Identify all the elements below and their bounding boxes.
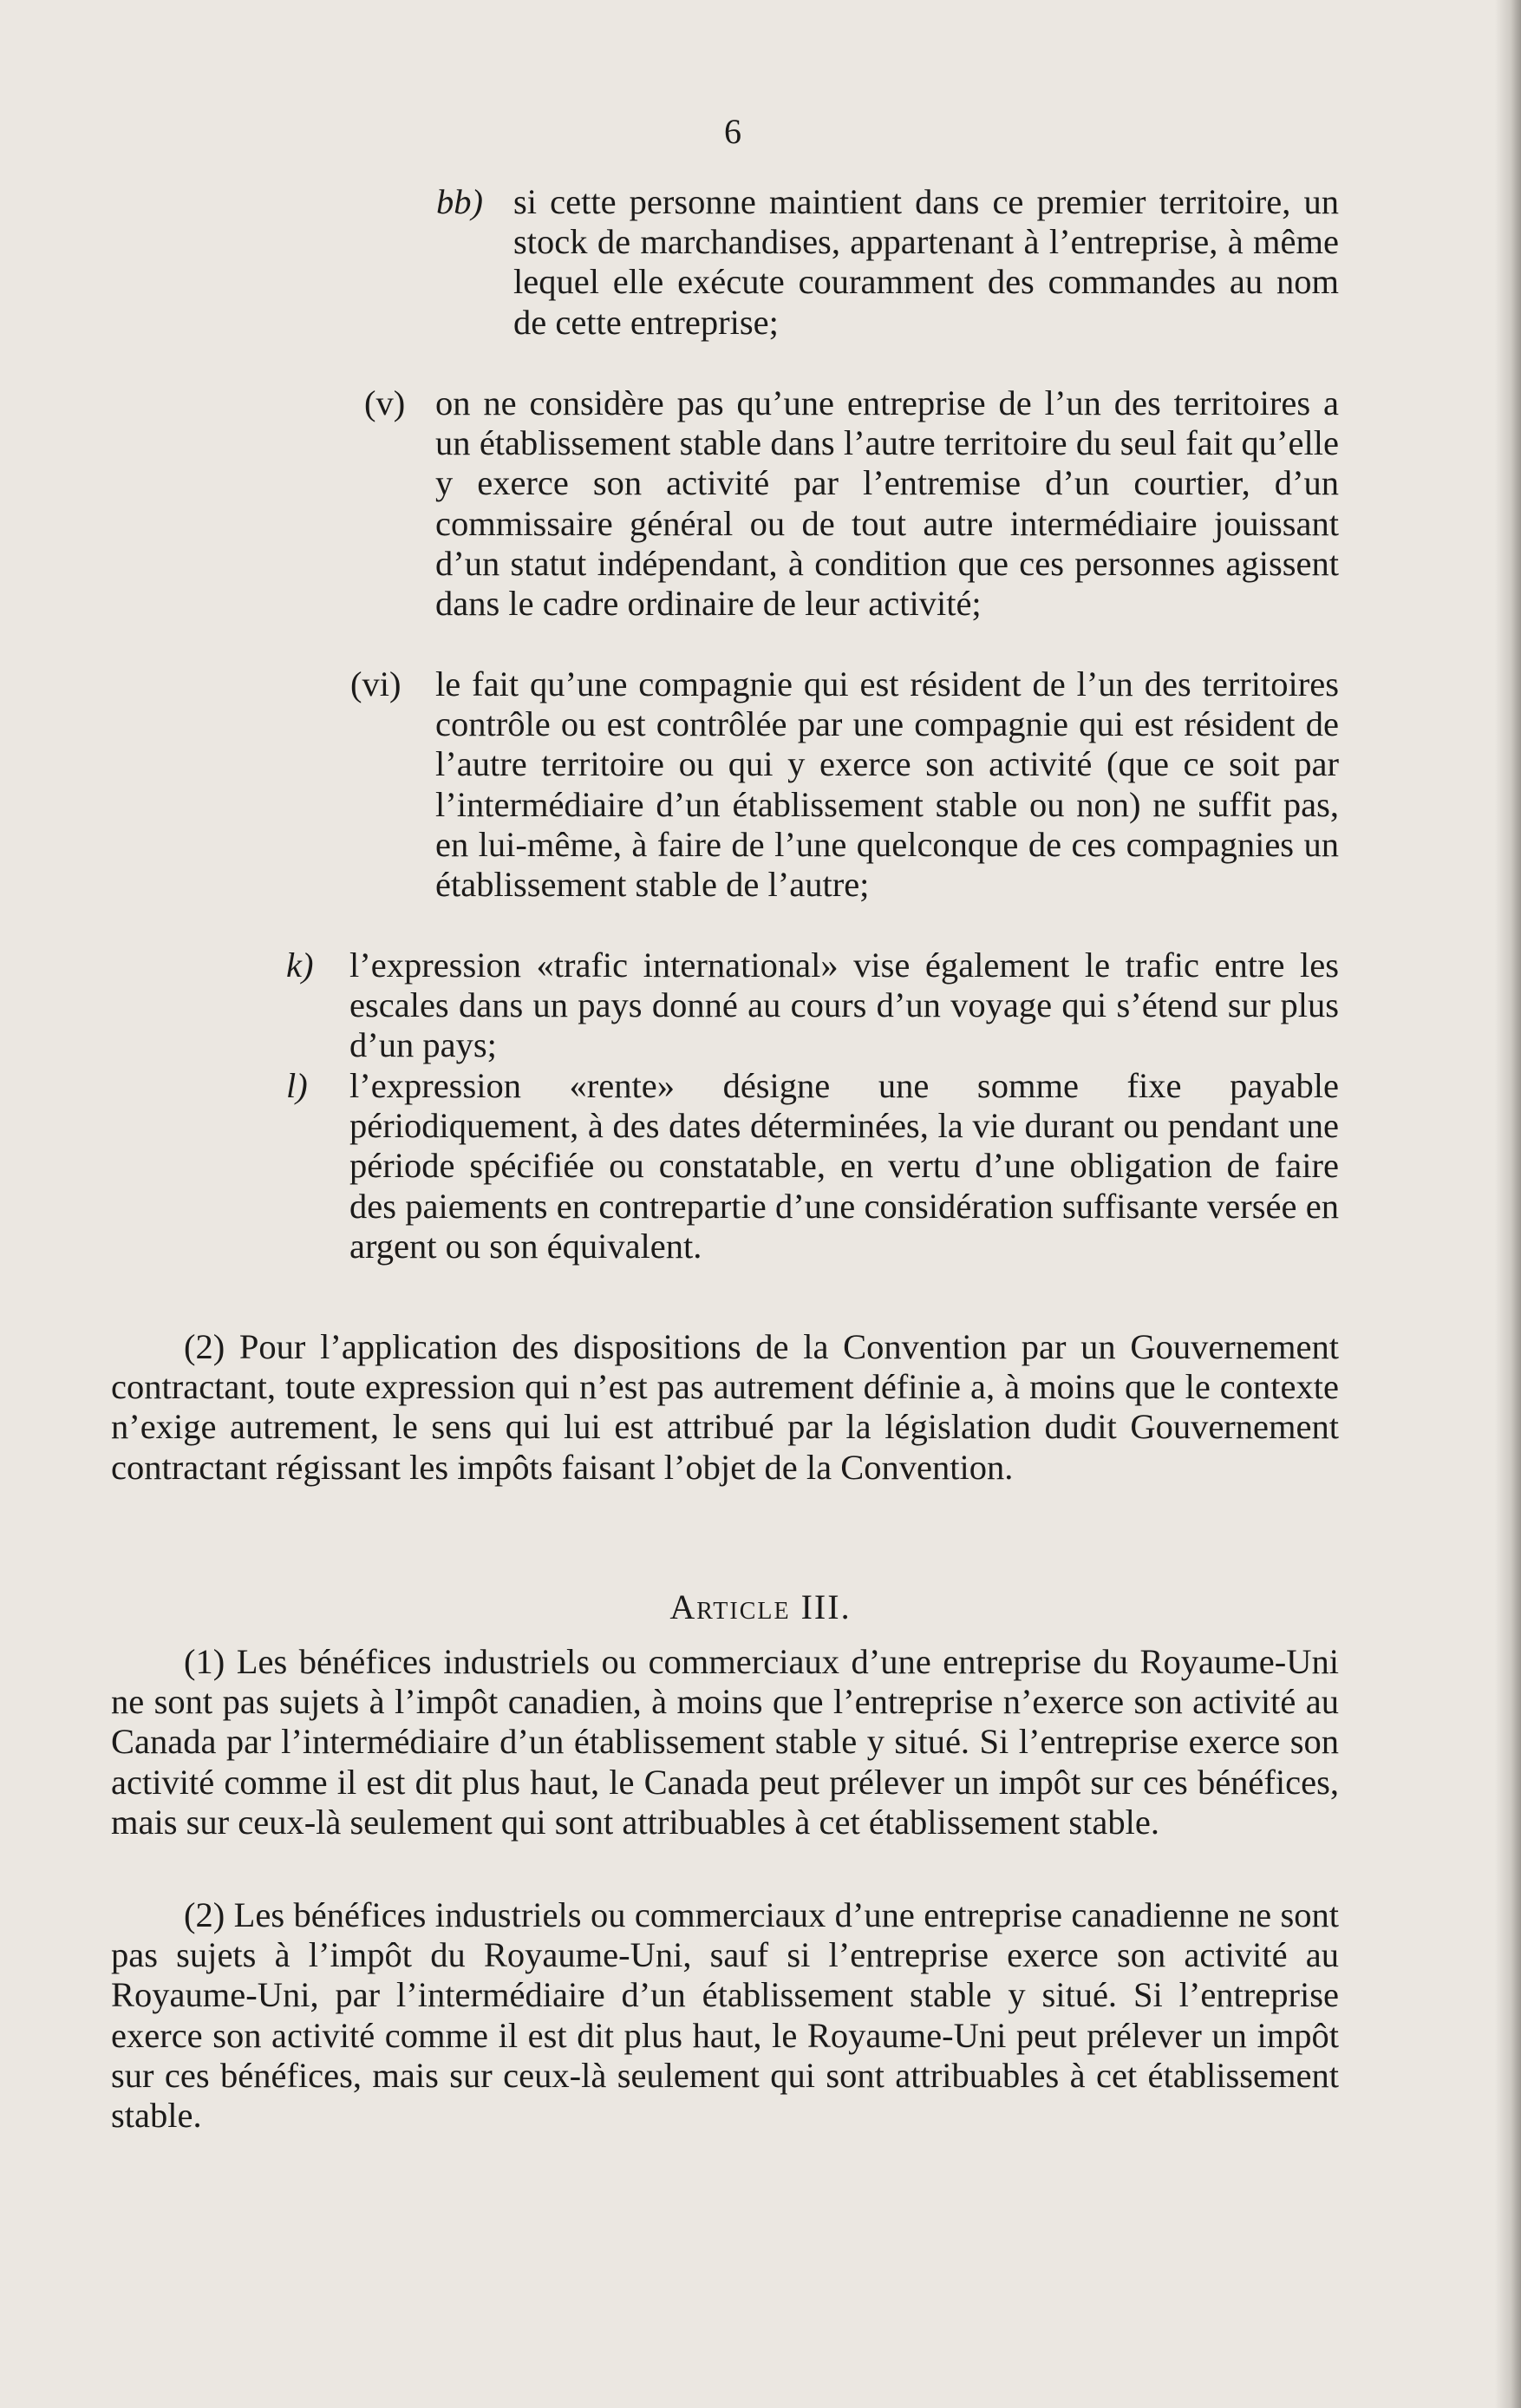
article-heading-word: Article	[669, 1587, 791, 1626]
page-edge-shadow	[1495, 0, 1521, 2408]
article-heading	[0, 1587, 1521, 1627]
article-paragraph-2: (2) Les bénéfices industriels ou commerciaux d’une entreprise canadienne ne sont pas sujets à l’impôt du Royaume-Uni, sauf si l’entreprise exerce son activité au Royaume-Uni, par l’intermédiaire d’un établissement stable y situé. Si l’entreprise exerce son activité comme il est dit plus haut, le Royaume-Uni peut prélever un impôt sur ces bénéfices, mais sur ceux-là seulement qui sont attribuables à cet établissement stable.	[111, 1895, 1339, 2136]
item-label-k: k)	[286, 946, 314, 985]
item-label-l: l)	[286, 1066, 308, 1105]
item-text-v: on ne considère pas qu’une entreprise de l’un des territoires a un établissement stable dans l’autre territoire du seul fait qu’elle y exerce son activité par l’entremise d’un courtier, d’un commissaire général ou de tout autre intermédiaire jouissant d’un statut indépendant, à condition que ces personnes agissent dans le cadre ordinaire de leur activité;	[435, 383, 1339, 624]
article-paragraph-1: (1) Les bénéfices industriels ou commerciaux d’une entreprise du Royaume-Uni ne sont pas sujets à l’impôt canadien, à moins que l’entreprise n’exerce son activité au Canada par l’intermédiaire d’un établissement stable y situé. Si l’entreprise exerce son activité comme il est dit plus haut, le Canada peut prélever un impôt sur ces bénéfices, mais sur ceux-là seulement qui sont attribuables à cet établissement stable.	[111, 1642, 1339, 1842]
item-label-v: (v)	[364, 383, 406, 422]
item-text-vi: le fait qu’une compagnie qui est résident de l’un des territoires contrôle ou est contrôlée par une compagnie qui est résident de l’autre territoire ou qui y exerce son activité (que ce soit par l’intermédiaire d’un établissement stable ou non) ne suffit pas, en lui-même, à faire de l’une quelconque de ces compagnies un établissement stable de l’autre;	[435, 664, 1339, 905]
page-number: 6	[724, 112, 741, 151]
article-heading-number: III.	[800, 1587, 852, 1626]
item-label-bb: bb)	[436, 182, 483, 221]
item-text-k: l’expression «trafic international» vise également le trafic entre les escales dans un pays donné au cours d’un voyage qui s’étend sur plus d’un pays;	[349, 946, 1339, 1065]
item-label-vi: (vi)	[350, 664, 401, 703]
item-text-l: l’expression «rente» désigne une somme fixe payable périodiquement, à des dates déterminées, la vie durant ou pendant une période spécifiée ou constatable, en vertu d’une obligation de faire des paiements en contrepartie d’une considération suffisante versée en argent ou son équivalent.	[349, 1066, 1339, 1266]
item-text-bb: si cette personne maintient dans ce premier territoire, un stock de marchandises, appartenant à l’entreprise, à même lequel elle exécute couramment des commandes au nom de cette entreprise;	[513, 182, 1339, 342]
paragraph-2: (2) Pour l’application des dispositions de la Convention par un Gouvernement contractant, toute expression qui n’est pas autrement définie a, à moins que le contexte n’exige autrement, le sens qui lui est attribué par la législation dudit Gouvernement contractant régissant les impôts faisant l’objet de la Convention.	[111, 1327, 1339, 1487]
